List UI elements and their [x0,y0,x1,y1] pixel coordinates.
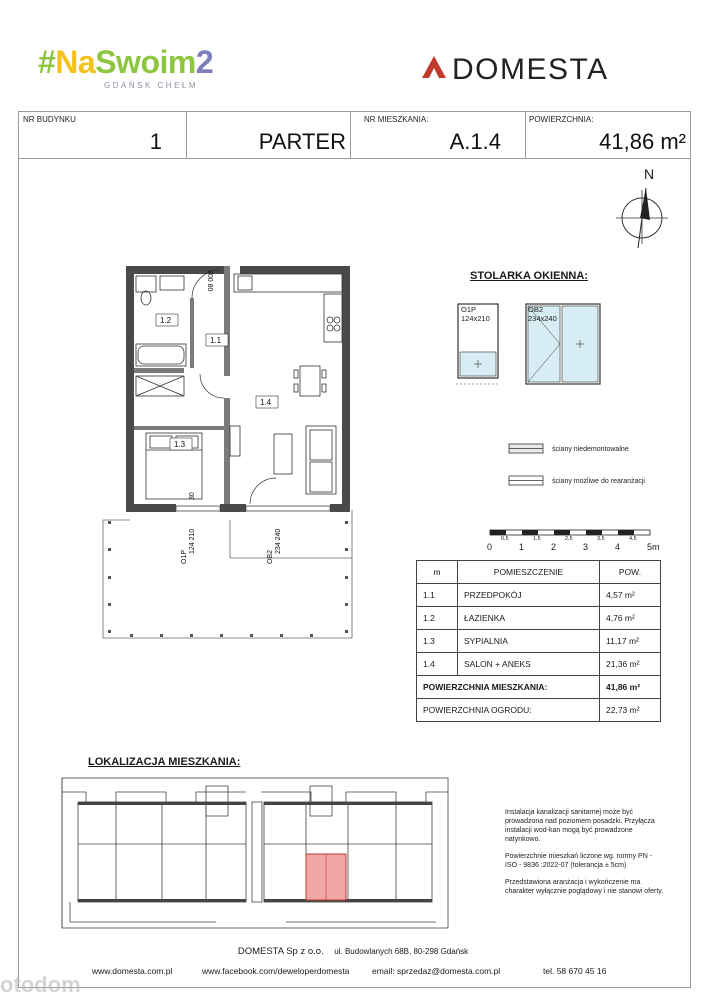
apartment-cell: NR MIESZKANIA: A.1.4 [350,112,526,158]
garden-area [103,510,352,638]
project-subtitle: GDAŃSK CHEŁM [104,81,199,90]
developer-logo: DOMESTA [452,53,609,86]
windows-title: STOLARKA OKIENNA: [470,270,588,282]
room-label-1.3: 1.3 [174,440,186,449]
north-label: N [644,166,655,182]
note-disclaimer: Przedstawiona aranżacja i wykończenie ma charakter wyłącznie poglądowy i nie stanowi oferty. [505,879,664,895]
footer-email-link[interactable]: email: sprzedaz@domesta.com.pl [372,966,501,976]
building-number: 1 [149,129,162,154]
apartment-number: A.1.4 [449,129,501,154]
footer-web-link[interactable]: www.domesta.com.pl [92,966,173,976]
room-label-1.2: 1.2 [160,316,172,325]
window-ob2-dims: 234 240 [275,528,282,554]
garden-posts [108,521,348,637]
dim-door-top: 200 80 [206,270,213,292]
table-row: 1.3 SYPIALNIA 11,17 m² [417,630,661,653]
footer-company: DOMESTA Sp z o.o. ul. Budowlanych 68B, 80-298 Gdańsk [237,946,469,957]
footer-facebook-link[interactable]: www.facebook.com/deweloperdomesta [202,966,350,976]
location-plan [56,772,456,942]
window-o1p-size: 124x210 [461,314,490,323]
sofa [230,426,336,494]
domesta-logo-icon [420,54,448,80]
legend-item-1: ściany niedemontowalne [552,446,629,453]
location-title: LOKALIZACJA MIESZKANIA: [88,756,241,768]
table-row: 1.4 SALON + ANEKS 21,36 m² [417,653,661,676]
room-label-1.1: 1.1 [210,336,222,345]
note-norm: Powierzchnie mieszkań liczone wg. normy PN - ISO - 9836 :2022-07 (tolerancja ± 5cm) [505,853,653,869]
scale-minor-labels: 0.5 1.5 2.5 3.5 4.5 [501,536,637,542]
scale-major-labels: 0 1 2 3 4 5m [487,542,660,552]
window-o1p-code: O1P [461,305,477,314]
building-cell: NR BUDYNKU 1 [19,112,187,158]
area-cell: POWIERZCHNIA: 41,86 m² [529,115,686,154]
table-row: 1.2 ŁAZIENKA 4,76 m² [417,607,661,630]
info-bar [18,111,691,159]
footer-phone: tel. 58 670 45 16 [543,966,607,976]
legend-item-2: ściany możliwe do rearanżacji [552,478,645,485]
window-o1p-tag: O1P [181,549,188,564]
window-ob2-size: 234x240 [528,314,557,323]
watermark: otodom [0,972,81,997]
legend-swatches [508,442,544,492]
dim-bedroom: 30 [189,492,196,500]
floor-plan [100,258,360,648]
kitchen [234,274,342,396]
project-logo: #NaSwoim2 [38,44,214,80]
rooms-table [416,560,661,722]
window-ob2-tag: OB2 [267,549,274,564]
table-total-row: POWIERZCHNIA MIESZKANIA: 41,86 m² [417,676,661,699]
floor-name: PARTER [258,129,346,154]
table-garden-row: POWIERZCHNIA OGRODU: 22,73 m² [417,699,661,722]
window-ob2-code: OB2 [528,305,544,314]
room-label-1.4: 1.4 [260,398,272,407]
note-sewage: Instalacja kanalizacji sanitarnej może być prowadzona nad poziomem posadzki. Przyłącza instalacji wod-kan mogą być prowadzone natynkowo. [505,809,655,843]
table-header: m POMIESZCZENIE POW. [417,561,661,584]
floor-cell [186,112,351,158]
area-value: 41,86 m² [599,129,686,154]
table-row: 1.1 PRZEDPOKÓJ 4,57 m² [417,584,661,607]
window-o1p-dims: 124 210 [189,528,196,554]
